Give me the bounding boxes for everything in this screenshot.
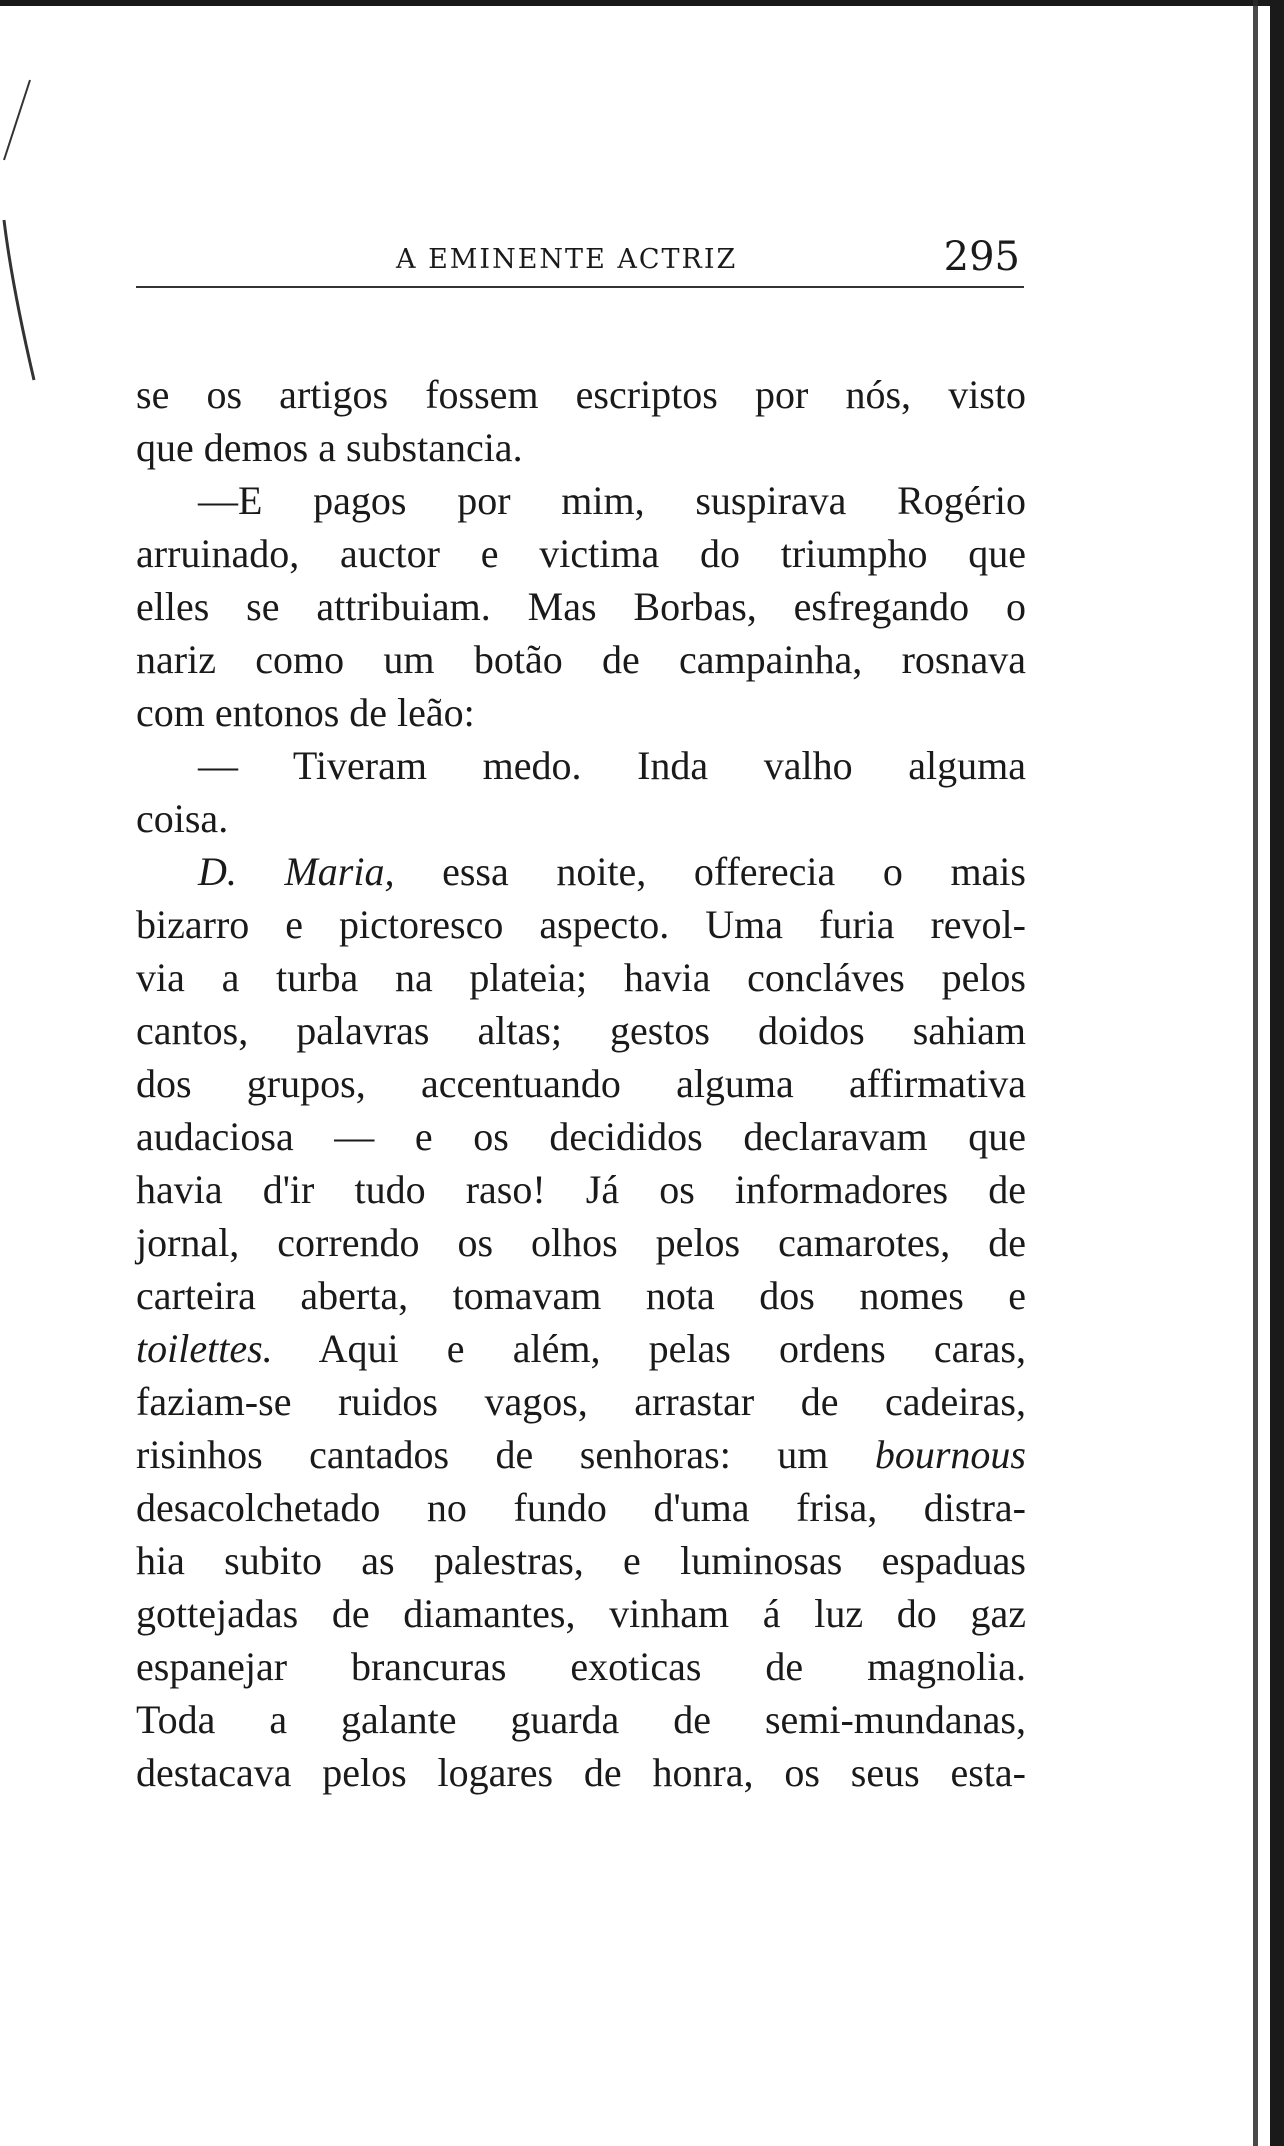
text-line (136, 1375, 1026, 1428)
page-number: 295 (943, 234, 1020, 280)
text-segment: coisa. (136, 796, 229, 841)
text-segment: risinhos cantados de senhoras: um (136, 1432, 875, 1477)
scan-left-mark (0, 40, 40, 420)
text-segment: elles se attribuiam. Mas Borbas, esfregando o (136, 584, 1026, 629)
text-line (136, 527, 1026, 580)
text-segment: destacava pelos logares de honra, os seus esta- (136, 1750, 1026, 1795)
text-segment: audaciosa — e os decididos declaravam que (136, 1114, 1026, 1159)
text-segment: —E pagos por mim, suspirava Rogério (198, 478, 1026, 523)
text-line (136, 1216, 1026, 1269)
italic-text-segment: bournous (874, 1432, 1026, 1477)
text-segment: jornal, correndo os olhos pelos camarotes, de (136, 1220, 1026, 1265)
body-text (136, 368, 1026, 1799)
text-segment: arruinado, auctor e victima do triumpho que (136, 531, 1026, 576)
text-line (136, 1322, 1026, 1375)
text-line (136, 951, 1026, 1004)
text-line (136, 1693, 1026, 1746)
text-line (136, 1057, 1026, 1110)
italic-text-segment: toilettes. (136, 1326, 273, 1371)
text-segment: que demos a substancia. (136, 425, 523, 470)
text-line (136, 1110, 1026, 1163)
text-line (136, 1163, 1026, 1216)
text-segment: nariz como um botão de campainha, rosnava (136, 637, 1026, 682)
text-line (136, 1269, 1026, 1322)
text-segment: gottejadas de diamantes, vinham á luz do gaz (136, 1591, 1026, 1636)
text-segment: — Tiveram medo. Inda valho alguma (198, 743, 1026, 788)
text-line (136, 1534, 1026, 1587)
text-line (136, 739, 1026, 792)
text-line (136, 580, 1026, 633)
text-segment: com entonos de leão: (136, 690, 475, 735)
text-segment: desacolchetado no fundo d'uma frisa, distra- (136, 1485, 1026, 1530)
italic-text-segment: D. Maria, (198, 849, 395, 894)
text-line (136, 898, 1026, 951)
text-line (136, 421, 1026, 474)
text-line (136, 368, 1026, 421)
text-line (136, 1004, 1026, 1057)
text-segment: bizarro e pictoresco aspecto. Uma furia revol- (136, 902, 1026, 947)
text-segment: havia d'ir tudo raso! Já os informadores de (136, 1167, 1026, 1212)
text-segment: Aqui e além, pelas ordens caras, (272, 1326, 1026, 1371)
text-line (136, 792, 1026, 845)
text-line (136, 1640, 1026, 1693)
text-segment: se os artigos fossem escriptos por nós, visto (136, 372, 1026, 417)
text-segment: dos grupos, accentuando alguma affirmativa (136, 1061, 1026, 1106)
scan-binding-line (1253, 0, 1258, 2146)
scan-right-edge (1270, 0, 1284, 2146)
text-line (136, 633, 1026, 686)
text-segment: Toda a galante guarda de semi-mundanas, (136, 1697, 1026, 1742)
text-line (136, 1587, 1026, 1640)
text-line (136, 1428, 1026, 1481)
text-segment: espanejar brancuras exoticas de magnolia. (136, 1644, 1026, 1689)
text-segment: hia subito as palestras, e luminosas espaduas (136, 1538, 1026, 1583)
running-header (136, 230, 1024, 288)
text-segment: cantos, palavras altas; gestos doidos sahiam (136, 1008, 1026, 1053)
text-line (136, 686, 1026, 739)
text-segment: faziam-se ruidos vagos, arrastar de cadeiras, (136, 1379, 1026, 1424)
text-line (136, 474, 1026, 527)
running-title: A EMINENTE ACTRIZ (396, 244, 738, 275)
scan-top-edge (0, 0, 1284, 6)
text-line (136, 1481, 1026, 1534)
text-line (136, 845, 1026, 898)
text-segment: carteira aberta, tomavam nota dos nomes e (136, 1273, 1026, 1318)
text-segment: essa noite, offerecia o mais (394, 849, 1026, 894)
text-segment: via a turba na plateia; havia concláves pelos (136, 955, 1026, 1000)
text-line (136, 1746, 1026, 1799)
